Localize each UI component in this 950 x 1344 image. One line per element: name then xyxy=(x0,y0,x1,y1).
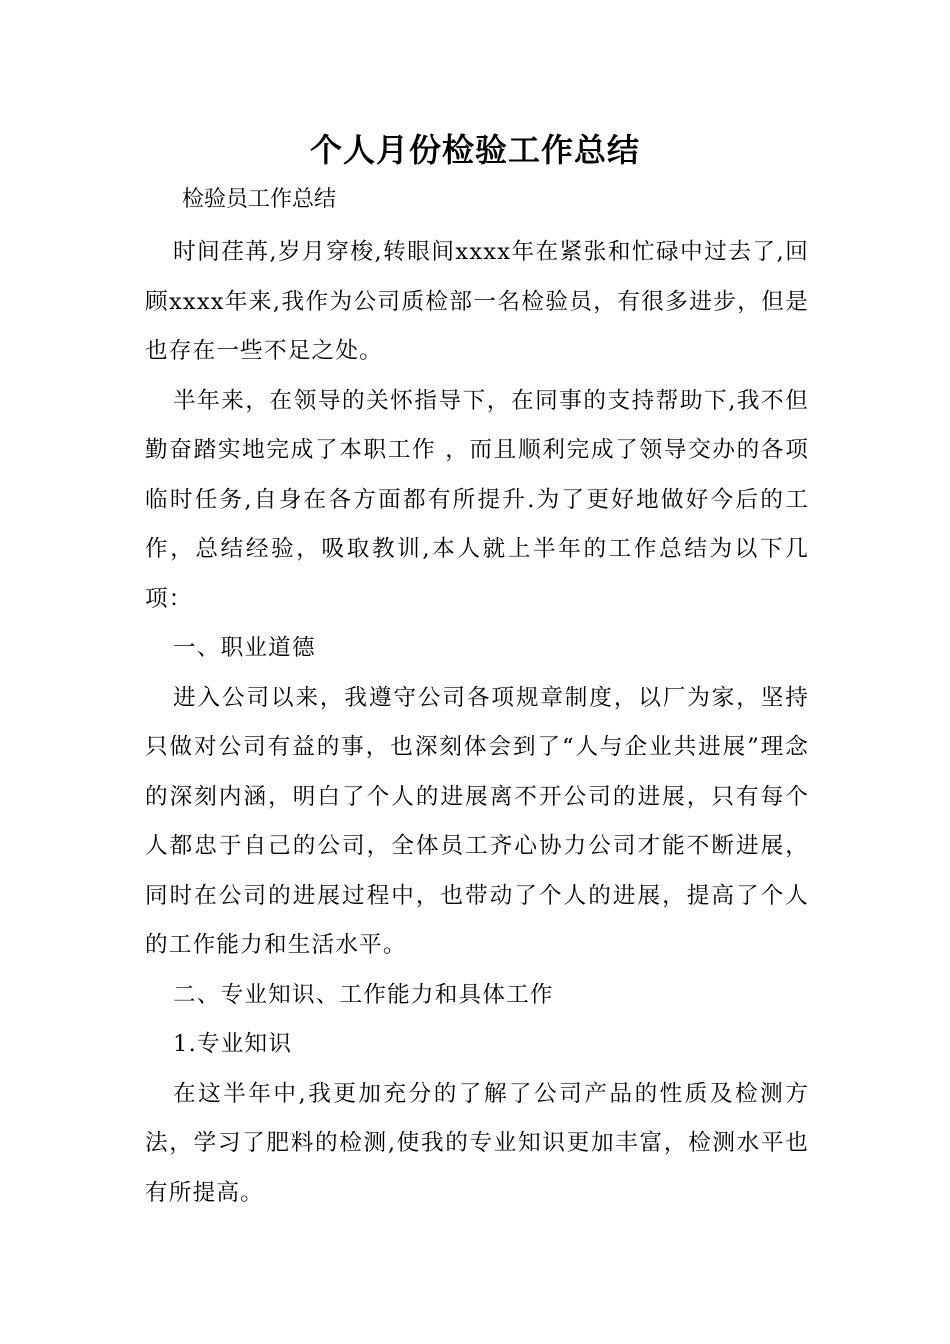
paragraph-knowledge: 在这半年中,我更加充分的了解了公司产品的性质及检测方法，学习了肥料的检测,使我的专业知识更加丰富，检测水平也有所提高。 xyxy=(145,1080,809,1206)
document-subtitle: 检验员工作总结 xyxy=(182,187,337,212)
document-title: 个人月份检验工作总结 xyxy=(309,131,640,169)
section-heading-skills: 二、专业知识、工作能力和具体工作 xyxy=(173,981,554,1008)
section-heading-ethics: 一、职业道德 xyxy=(173,635,316,661)
document-body xyxy=(145,228,809,1218)
paragraph-summary: 半年来，在领导的关怀指导下，在同事的支持帮助下,我不但勤奋踏实地完成了本职工作 ，而且顺利完成了领导交办的各项临时任务,自身在各方面都有所提升.为了更好地做好今后的工作，总结经验，吸取教训,本人就上半年的工作总结为以下几项： xyxy=(145,387,809,612)
paragraph-ethics: 进入公司以来，我遵守公司各项规章制度，以厂为家，坚持只做对公司有益的事，也深刻体会到了“人与企业共进展”理念的深刻内涵，明白了个人的进展离不开公司的进展，只有每个人都忠于自己的公司，全体员工齐心协力公司才能不断进展，同时在公司的进展过程中，也带动了个人的进展，提高了个人的工作能力和生活水平。 xyxy=(145,684,809,958)
paragraph-intro: 时间荏苒,岁月穿梭,转眼间xxxx年在紧张和忙碌中过去了,回顾xxxx年来,我作为公司质检部一名检验员，有很多进步，但是也存在一些不足之处。 xyxy=(145,239,809,364)
subsection-heading-knowledge: 1.专业知识 xyxy=(173,1031,293,1057)
